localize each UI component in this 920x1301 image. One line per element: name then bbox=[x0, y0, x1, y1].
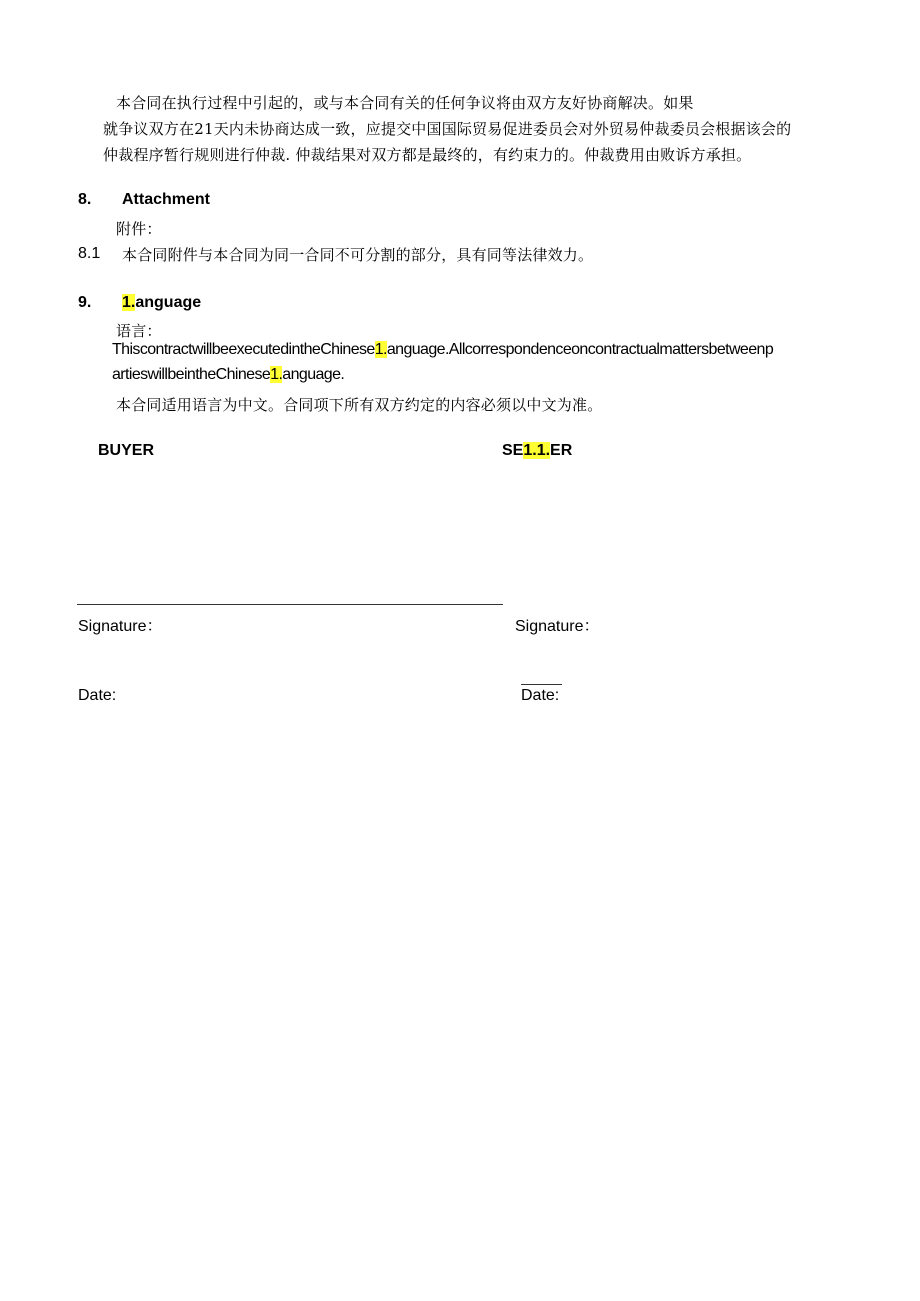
seller-label-highlight: 1.1. bbox=[523, 442, 551, 459]
seller-label-start: SE bbox=[502, 442, 524, 459]
arbitration-line-1: 本合同在执行过程中引起的，或与本合同有关的任何争议将由双方友好协商解决。如果 bbox=[116, 94, 694, 112]
language-clause-chinese: 本合同适用语言为中文。合同项下所有双方约定的内容必须以中文为准。 bbox=[116, 396, 603, 414]
language-clause-line-2-end: anguage. bbox=[282, 366, 345, 383]
language-clause-line-1-highlight: 1. bbox=[374, 341, 387, 358]
section-8-title: Attachment bbox=[122, 191, 211, 208]
seller-label bbox=[502, 442, 572, 460]
seller-date-label: Date: bbox=[521, 687, 560, 704]
buyer-signature-line bbox=[77, 604, 503, 605]
section-8-subtitle: 附件： bbox=[116, 220, 162, 238]
seller-label-end: ER bbox=[550, 442, 573, 459]
seller-date-line bbox=[521, 684, 562, 685]
section-9-title-highlight: 1. bbox=[122, 294, 136, 311]
language-clause-line-2 bbox=[112, 366, 344, 384]
section-8-1-text: 本合同附件与本合同为同一合同不可分割的部分，具有同等法律效力。 bbox=[122, 246, 594, 264]
language-clause-line-2-highlight: 1. bbox=[270, 366, 283, 383]
section-9-title bbox=[122, 294, 201, 312]
seller-signature-label: Signature： bbox=[515, 618, 600, 635]
language-clause-line-1-end: anguage.Allcorrespondenceoncontractualmattersbetweenp bbox=[386, 341, 774, 358]
buyer-date-label: Date: bbox=[78, 687, 117, 704]
section-8-number: 8. bbox=[78, 191, 92, 208]
buyer-label: BUYER bbox=[98, 442, 155, 459]
section-9-title-rest: anguage bbox=[135, 294, 202, 311]
buyer-signature-label: Signature： bbox=[78, 618, 163, 635]
arbitration-line-2: 就争议双方在21天内未协商达成一致，应提交中国国际贸易促进委员会对外贸易仲裁委员会根据该会的 bbox=[103, 120, 792, 138]
arbitration-line-3: 仲裁程序暂行规则进行仲裁. 仲裁结果对双方都是最终的，有约束力的。仲裁费用由败诉方承担。 bbox=[103, 146, 752, 164]
language-clause-line-1 bbox=[112, 341, 773, 359]
language-clause-line-2-start: artieswillbeintheChinese bbox=[112, 366, 271, 383]
section-9-number: 9. bbox=[78, 294, 92, 311]
section-8-1-number: 8.1 bbox=[78, 245, 101, 262]
language-clause-line-1-start: ThiscontractwillbeexecutedintheChinese bbox=[112, 341, 375, 358]
section-9-subtitle: 语言： bbox=[116, 322, 162, 340]
